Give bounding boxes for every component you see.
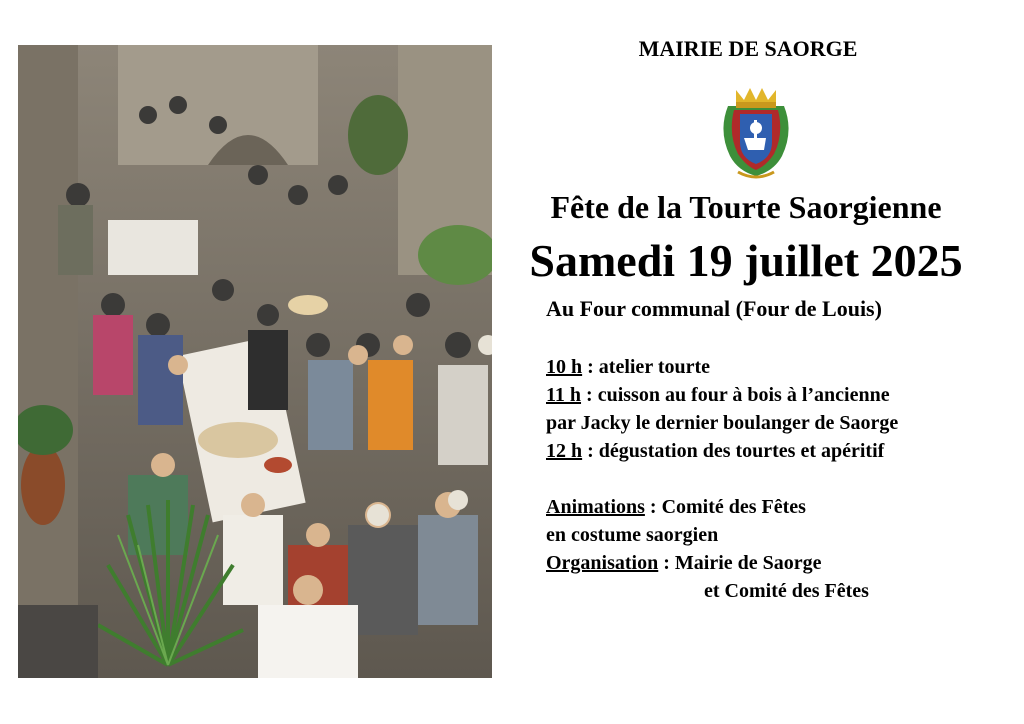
- program-text: par Jacky le dernier boulanger de Saorge: [546, 412, 899, 434]
- organisation-text: : Mairie de Saorge: [658, 552, 822, 574]
- event-venue: Au Four communal (Four de Louis): [546, 296, 882, 321]
- animations-label: Animations: [546, 496, 645, 518]
- program-item: [546, 353, 898, 381]
- program-time: 10 h: [546, 356, 583, 378]
- saorge-coat-of-arms-icon: [708, 76, 804, 182]
- animations-text: : Comité des Fêtes: [644, 496, 806, 518]
- organisation-label: Organisation: [546, 552, 659, 574]
- event-photo: [18, 45, 492, 678]
- program-time: 11 h: [546, 384, 582, 406]
- program-text: : dégustation des tourtes et apéritif: [582, 440, 885, 462]
- program-text: : cuisson au four à bois à l’ancienne: [581, 384, 890, 406]
- event-title: Fête de la Tourte Saorgienne: [550, 189, 942, 225]
- program-time: 12 h: [546, 440, 583, 462]
- crowd-photo-illustration: [18, 45, 492, 678]
- animations-line: [546, 493, 869, 521]
- program-text: : atelier tourte: [582, 356, 711, 378]
- organisation-line: [546, 549, 869, 577]
- animations-continuation: en costume saorgien: [546, 524, 719, 546]
- program-item: [546, 409, 898, 437]
- program-item: [546, 437, 898, 465]
- event-credits: [546, 493, 869, 605]
- event-program: [546, 353, 898, 465]
- program-item: [546, 381, 898, 409]
- organisation-continuation: et Comité des Fêtes: [704, 580, 869, 602]
- mairie-header: MAIRIE DE SAORGE: [638, 36, 858, 61]
- event-date: Samedi 19 juillet 2025: [529, 235, 963, 286]
